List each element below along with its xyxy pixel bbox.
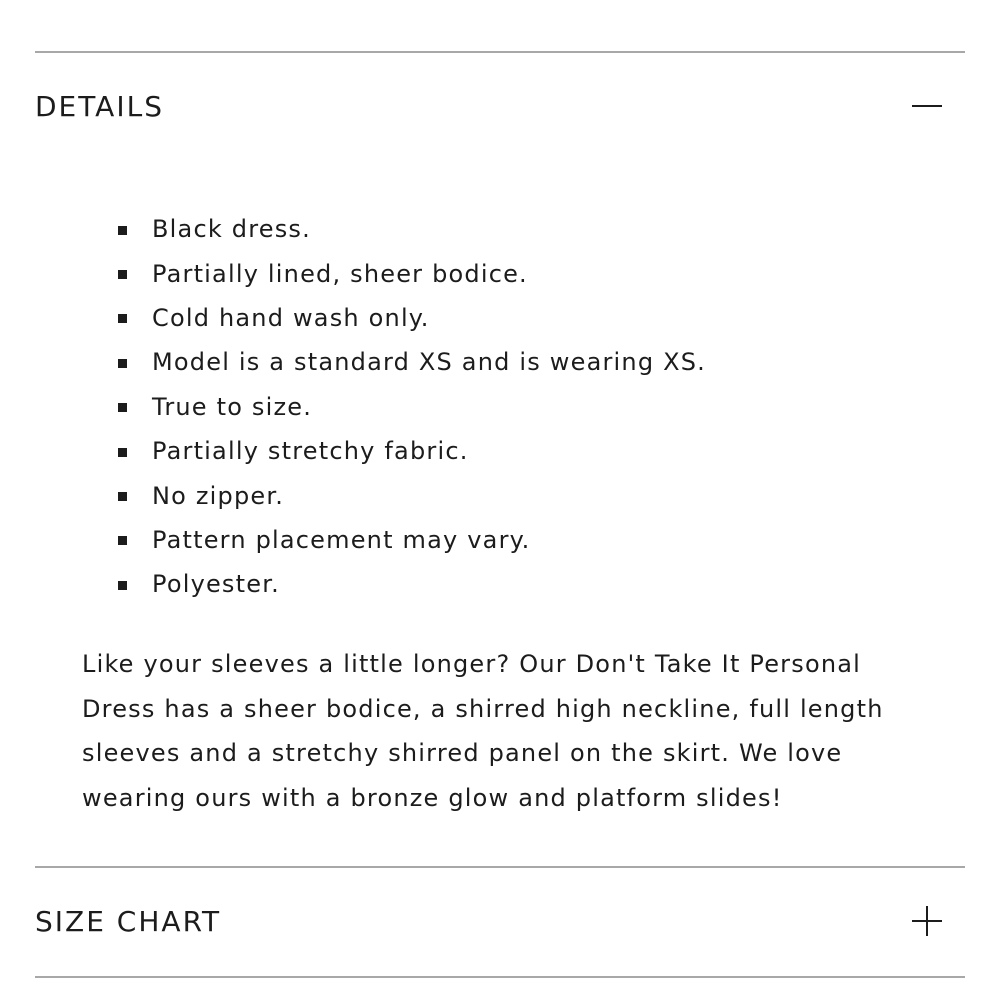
bullet [118, 359, 127, 368]
minus-icon[interactable] [911, 90, 943, 122]
details-list [118, 207, 706, 607]
list-item [118, 207, 706, 251]
bullet [118, 581, 127, 590]
list-item-text: Black dress. [152, 215, 311, 244]
bullet [118, 226, 127, 235]
bullet [118, 448, 127, 457]
list-item [118, 340, 706, 384]
bullet [118, 270, 127, 279]
list-item-text: Partially stretchy fabric. [152, 437, 469, 466]
bottom-divider [35, 976, 965, 978]
details-title: DETAILS [35, 89, 164, 123]
plus-icon[interactable] [911, 905, 943, 937]
list-item-text: Model is a standard XS and is wearing XS. [152, 348, 707, 377]
list-item-text: Cold hand wash only. [152, 303, 430, 332]
bullet [118, 314, 127, 323]
top-divider [35, 51, 965, 53]
list-item-text: True to size. [152, 392, 313, 421]
product-description: Like your sleeves a little longer? Our Don't Take It Personal Dress has a sheer bodice, a shirred high neckline, full length sleeves and a stretchy shirred panel on the skirt. We love wearing ours with a bronze glow and platform slides! [82, 650, 884, 812]
bullet [118, 536, 127, 545]
list-item [118, 518, 706, 562]
list-item-text: Pattern placement may vary. [152, 525, 531, 554]
middle-divider [35, 866, 965, 868]
list-item [118, 562, 706, 606]
size-chart-title: SIZE CHART [35, 904, 222, 938]
list-item-text: No zipper. [152, 481, 285, 510]
list-item-text: Polyester. [152, 570, 280, 599]
list-item [118, 429, 706, 473]
details-accordion-header[interactable] [35, 71, 965, 141]
list-item [118, 473, 706, 517]
list-item [118, 385, 706, 429]
list-item [118, 296, 706, 340]
list-item [118, 251, 706, 295]
size-chart-accordion-header[interactable] [35, 886, 965, 956]
bullet [118, 492, 127, 501]
list-item-text: Partially lined, sheer bodice. [152, 259, 528, 288]
bullet [118, 403, 127, 412]
